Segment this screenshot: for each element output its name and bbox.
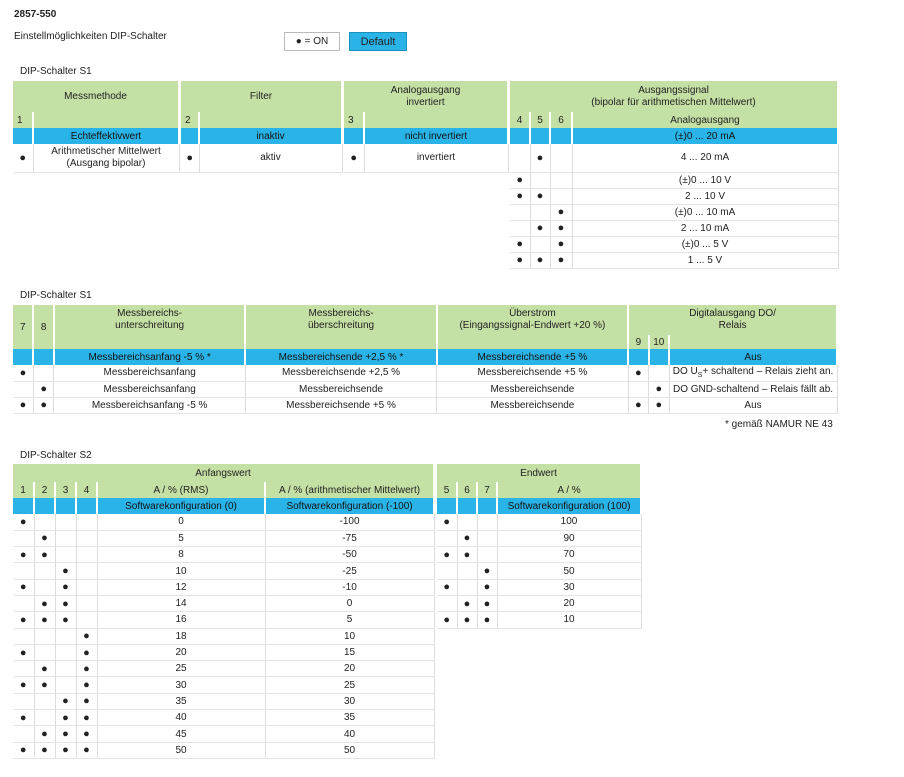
table-row [437, 595, 641, 611]
switch-state [530, 128, 550, 144]
switch-state [55, 677, 76, 693]
switch-state [76, 530, 97, 546]
switch-state [34, 514, 55, 530]
table-row [13, 742, 434, 758]
switch-state [649, 365, 669, 381]
switch-state: ● [530, 144, 550, 172]
switch-state [33, 365, 53, 381]
end-value: 100 [497, 514, 641, 530]
switch-state: ● [530, 220, 550, 236]
switch-state [55, 547, 76, 563]
switch-state [76, 579, 97, 595]
table-row [13, 530, 434, 546]
under-range-cell: Messbereichsanfang -5 % [54, 397, 245, 413]
rms-value: 30 [97, 677, 265, 693]
arith-value: 50 [265, 742, 434, 758]
arith-value: -10 [265, 579, 434, 595]
rms-value: 14 [97, 595, 265, 611]
end-value: 50 [497, 563, 641, 579]
switch-3-header: 3 [344, 112, 364, 128]
output-range-label: 2 ... 10 V [572, 188, 838, 204]
switch-state: ● [530, 188, 550, 204]
over-range-cell: Messbereichsende +2,5 % [245, 365, 436, 381]
switch-state: ● [510, 172, 530, 188]
switch-state [550, 144, 572, 172]
switch-state [13, 628, 34, 644]
table-row [510, 128, 838, 144]
switch-state: ● [550, 204, 572, 220]
switch-3-header: 3 [55, 482, 76, 498]
arith-value: 15 [265, 644, 434, 660]
switch-state [76, 563, 97, 579]
switch-state [55, 644, 76, 660]
table-row [13, 349, 837, 365]
table-row [13, 547, 434, 563]
table-row [13, 579, 434, 595]
switch-state: ● [55, 563, 76, 579]
switch-state: ● [34, 677, 55, 693]
output-range-label: 1 ... 5 V [572, 252, 838, 268]
switch-state: ● [550, 220, 572, 236]
table-row [13, 381, 837, 397]
switch-state: ● [13, 710, 34, 726]
switch-state: ● [55, 595, 76, 611]
switch-state [76, 595, 97, 611]
product-code: 2857-550 [14, 9, 57, 20]
switch-state: ● [437, 612, 457, 628]
end-value: 10 [497, 612, 641, 628]
table-row [510, 252, 838, 268]
switch-state [550, 188, 572, 204]
switch-2-header: 2 [181, 112, 199, 128]
switch-state: ● [510, 252, 530, 268]
table-row [13, 644, 434, 660]
output-range-label: (±)0 ... 10 mA [572, 204, 838, 220]
switch-state [628, 349, 648, 365]
switch-4-header: 4 [510, 112, 530, 128]
switch-state: ● [34, 612, 55, 628]
arith-value: -75 [265, 530, 434, 546]
switch-state [33, 349, 53, 365]
switch-state [13, 595, 34, 611]
under-range-cell: Messbereichsanfang [54, 365, 245, 381]
table-analog-inverted [344, 81, 509, 173]
header-over-1: Messbereichs- [308, 308, 374, 319]
switch-state: ● [13, 677, 34, 693]
table-row [13, 514, 434, 530]
table-row [437, 530, 641, 546]
header-messmethode: Messmethode [13, 81, 179, 112]
switch-state [457, 579, 477, 595]
switch-state: ● [477, 595, 497, 611]
switch-8-header: 8 [33, 305, 53, 335]
switch-state [477, 530, 497, 546]
switch-state [76, 547, 97, 563]
switch-state [34, 644, 55, 660]
header-filter: Filter [181, 81, 342, 112]
end-value: 30 [497, 579, 641, 595]
under-range-cell: Messbereichsanfang -5 % * [54, 349, 245, 365]
output-range-label: (±)0 ... 20 mA [572, 128, 838, 144]
footnote: * gemäß NAMUR NE 43 [725, 419, 833, 430]
table-end-value [437, 464, 642, 629]
switch-6-header: 6 [457, 482, 477, 498]
overcurrent-cell: Messbereichsende +5 % [437, 365, 628, 381]
table-row [13, 612, 434, 628]
rms-value: 25 [97, 661, 265, 677]
switch-state [34, 563, 55, 579]
switch-state: ● [437, 547, 457, 563]
table-row [510, 236, 838, 252]
header-digital-1: Digitalausgang DO/ [689, 308, 776, 319]
switch-state: ● [13, 397, 33, 413]
output-range-label: 2 ... 10 mA [572, 220, 838, 236]
rms-value: 5 [97, 530, 265, 546]
over-range-cell: Messbereichsende [245, 381, 436, 397]
switch-state: ● [13, 365, 33, 381]
arith-value: -50 [265, 547, 434, 563]
table-start-value [13, 464, 435, 759]
rms-value: 35 [97, 693, 265, 709]
switch-state: ● [13, 742, 34, 758]
table-row [13, 710, 434, 726]
option-label: Echteffektivwert [33, 128, 179, 144]
output-range-label: (±)0 ... 5 V [572, 236, 838, 252]
table-row [510, 188, 838, 204]
switch-state: ● [76, 693, 97, 709]
switch-state: ● [55, 726, 76, 742]
table-row [13, 677, 434, 693]
arith-value: 20 [265, 661, 434, 677]
switch-state: ● [437, 514, 457, 530]
switch-state [457, 514, 477, 530]
arith-value: 5 [265, 612, 434, 628]
output-range-label: 4 ... 20 mA [572, 144, 838, 172]
rms-value: 0 [97, 514, 265, 530]
switch-state [76, 514, 97, 530]
switch-state [530, 204, 550, 220]
table-row [344, 128, 508, 144]
table-row [13, 726, 434, 742]
section-title-s1-a: DIP-Schalter S1 [20, 66, 92, 77]
switch-state: ● [550, 236, 572, 252]
table-row [13, 595, 434, 611]
arith-value: 30 [265, 693, 434, 709]
rms-value: 10 [97, 563, 265, 579]
default-button[interactable]: Default [349, 32, 407, 51]
switch-state [457, 563, 477, 579]
switch-2-header: 2 [34, 482, 55, 498]
switch-state: ● [13, 547, 34, 563]
option-label: Arithmetischer Mittelwert [51, 145, 161, 157]
switch-state: ● [34, 530, 55, 546]
switch-state: ● [13, 644, 34, 660]
over-range-cell: Messbereichsende +5 % [245, 397, 436, 413]
rms-value: 20 [97, 644, 265, 660]
rms-value: 50 [97, 742, 265, 758]
switch-state: ● [55, 579, 76, 595]
software-config-rms: Softwarekonfiguration (0) [97, 498, 265, 514]
switch-state: ● [76, 661, 97, 677]
header-rms: A / % (RMS) [97, 482, 265, 498]
end-value: 70 [497, 547, 641, 563]
switch-5-header: 5 [437, 482, 457, 498]
option-label: invertiert [364, 144, 508, 172]
switch-state [477, 514, 497, 530]
table-row [13, 128, 179, 144]
switch-state: ● [76, 726, 97, 742]
header-under-2: unterschreitung [115, 320, 185, 331]
overcurrent-cell: Messbereichsende [437, 381, 628, 397]
table-row [510, 172, 838, 188]
end-value: 90 [497, 530, 641, 546]
table-row [437, 612, 641, 628]
rms-value: 40 [97, 710, 265, 726]
software-config-end: Softwarekonfiguration (100) [497, 498, 641, 514]
under-range-cell: Messbereichsanfang [54, 381, 245, 397]
digital-output-cell: Aus [669, 397, 837, 413]
switch-10-header: 10 [649, 335, 669, 349]
switch-6-header: 6 [550, 112, 572, 128]
switch-state [510, 220, 530, 236]
switch-state [477, 547, 497, 563]
table-row [510, 144, 838, 172]
switch-state [55, 514, 76, 530]
switch-state: ● [477, 563, 497, 579]
switch-7-header: 7 [477, 482, 497, 498]
header-over-2: überschreitung [307, 320, 375, 331]
switch-1-header: 1 [13, 482, 34, 498]
table-row [510, 220, 838, 236]
arith-value: 10 [265, 628, 434, 644]
arith-value: -25 [265, 563, 434, 579]
switch-state [13, 530, 34, 546]
table-row [437, 547, 641, 563]
switch-state [530, 172, 550, 188]
switch-state: ● [477, 579, 497, 595]
switch-state [510, 204, 530, 220]
switch-state: ● [34, 726, 55, 742]
header-overcurrent-1: Überstrom [509, 308, 556, 319]
section-title-s2: DIP-Schalter S2 [20, 450, 92, 461]
header-end-value: Endwert [437, 464, 641, 482]
switch-state: ● [628, 365, 648, 381]
switch-state: ● [550, 252, 572, 268]
option-label: nicht invertiert [364, 128, 508, 144]
switch-state: ● [477, 612, 497, 628]
switch-state [437, 595, 457, 611]
switch-state [34, 628, 55, 644]
rms-value: 8 [97, 547, 265, 563]
header-analog-output: Analogausgang [572, 112, 838, 128]
switch-state [13, 661, 34, 677]
arith-value: 35 [265, 710, 434, 726]
arith-value: 40 [265, 726, 434, 742]
switch-state [628, 381, 648, 397]
arith-value: 0 [265, 595, 434, 611]
rms-value: 45 [97, 726, 265, 742]
header-overcurrent-2: (Eingangssignal-Endwert +20 %) [459, 320, 606, 331]
table-messmethode [13, 81, 180, 173]
digital-output-cell: Aus [669, 349, 837, 365]
switch-state [13, 381, 33, 397]
digital-output-subscript: S [697, 372, 703, 380]
switch-1-header: 1 [13, 112, 33, 128]
over-range-cell: Messbereichsende +2,5 % * [245, 349, 436, 365]
switch-state: ● [13, 579, 34, 595]
switch-state: ● [34, 547, 55, 563]
page-subtitle: Einstellmöglichkeiten DIP-Schalter [14, 31, 167, 42]
switch-state: ● [76, 742, 97, 758]
overcurrent-cell: Messbereichsende +5 % [437, 349, 628, 365]
switch-state [55, 628, 76, 644]
switch-state: ● [34, 595, 55, 611]
switch-state: ● [76, 644, 97, 660]
switch-state: ● [33, 381, 53, 397]
switch-state [13, 349, 33, 365]
header-a-percent: A / % [497, 482, 641, 498]
table-row [437, 563, 641, 579]
overcurrent-cell: Messbereichsende [437, 397, 628, 413]
switch-state [76, 612, 97, 628]
digital-output-cell [669, 365, 837, 381]
switch-state: ● [457, 595, 477, 611]
table-row [181, 128, 342, 144]
header-arith: A / % (arithmetischer Mittelwert) [265, 482, 434, 498]
end-value: 20 [497, 595, 641, 611]
table-row: ● Arithmetischer Mittelwert (Ausgang bipolar) [13, 144, 179, 172]
switch-state: ● [649, 397, 669, 413]
arith-value: -100 [265, 514, 434, 530]
table-output-signal [510, 81, 839, 269]
table-filter [181, 81, 343, 173]
switch-state [34, 579, 55, 595]
option-label: (Ausgang bipolar) [66, 157, 146, 169]
digital-output-text: + schaltend – Relais zieht an. [702, 366, 834, 378]
switch-state: ● [510, 236, 530, 252]
table-row [13, 628, 434, 644]
table-row [437, 514, 641, 530]
header-output-signal-2: (bipolar für arithmetischen Mittelwert) [591, 96, 756, 108]
switch-state [34, 710, 55, 726]
switch-state: ● [34, 742, 55, 758]
on-legend: ● = ON [284, 32, 340, 51]
switch-state: ● [530, 252, 550, 268]
switch-state: ● [13, 612, 34, 628]
switch-state: ● [76, 677, 97, 693]
table-row: ● aktiv [181, 144, 342, 172]
rms-value: 12 [97, 579, 265, 595]
switch-state: ● [55, 710, 76, 726]
digital-output-text: DO U [672, 366, 698, 378]
switch-state: ● [55, 693, 76, 709]
switch-state [13, 563, 34, 579]
switch-7-header: 7 [13, 305, 33, 335]
switch-state: ● [33, 397, 53, 413]
rms-value: 16 [97, 612, 265, 628]
switch-state: ● [628, 397, 648, 413]
option-label: aktiv [199, 144, 342, 172]
digital-output-cell: DO GND-schaltend – Relais fällt ab. [669, 381, 837, 397]
header-output-signal-1: Ausgangssignal [638, 84, 709, 96]
switch-5-header: 5 [530, 112, 550, 128]
switch-state: ● [437, 579, 457, 595]
header-start-value: Anfangswert [13, 464, 434, 482]
switch-state [550, 172, 572, 188]
switch-state: ● [457, 530, 477, 546]
switch-state [13, 693, 34, 709]
output-range-label: (±)0 ... 10 V [572, 172, 838, 188]
switch-4-header: 4 [76, 482, 97, 498]
switch-state: ● [13, 514, 34, 530]
switch-state [34, 693, 55, 709]
table-row [13, 563, 434, 579]
table-row [13, 661, 434, 677]
header-digital-2: Relais [718, 320, 747, 331]
table-row [13, 397, 837, 413]
section-title-s1-b: DIP-Schalter S1 [20, 290, 92, 301]
option-label: inaktiv [199, 128, 342, 144]
switch-state: ● [55, 742, 76, 758]
switch-state [510, 128, 530, 144]
header-analog-inverted-2: invertiert [406, 96, 445, 108]
switch-state [55, 661, 76, 677]
table-row [13, 365, 837, 381]
switch-state [510, 144, 530, 172]
switch-state: ● [457, 612, 477, 628]
switch-9-header: 9 [628, 335, 648, 349]
table-range-monitoring [13, 305, 838, 414]
switch-state: ● [76, 710, 97, 726]
header-analog-inverted-1: Analogausgang [390, 84, 461, 96]
header-under-1: Messbereichs- [117, 308, 183, 319]
switch-state [55, 530, 76, 546]
table-row [437, 579, 641, 595]
table-row: ● invertiert [344, 144, 508, 172]
switch-state [437, 563, 457, 579]
software-config-arith: Softwarekonfiguration (-100) [265, 498, 434, 514]
arith-value: 25 [265, 677, 434, 693]
switch-state: ● [457, 547, 477, 563]
table-row [510, 204, 838, 220]
switch-state: ● [510, 188, 530, 204]
table-row [13, 693, 434, 709]
switch-state: ● [55, 612, 76, 628]
switch-state [649, 349, 669, 365]
switch-state [437, 530, 457, 546]
switch-state: ● [34, 661, 55, 677]
rms-value: 18 [97, 628, 265, 644]
switch-state [530, 236, 550, 252]
switch-state [550, 128, 572, 144]
switch-state: ● [76, 628, 97, 644]
switch-state [13, 726, 34, 742]
switch-state: ● [649, 381, 669, 397]
